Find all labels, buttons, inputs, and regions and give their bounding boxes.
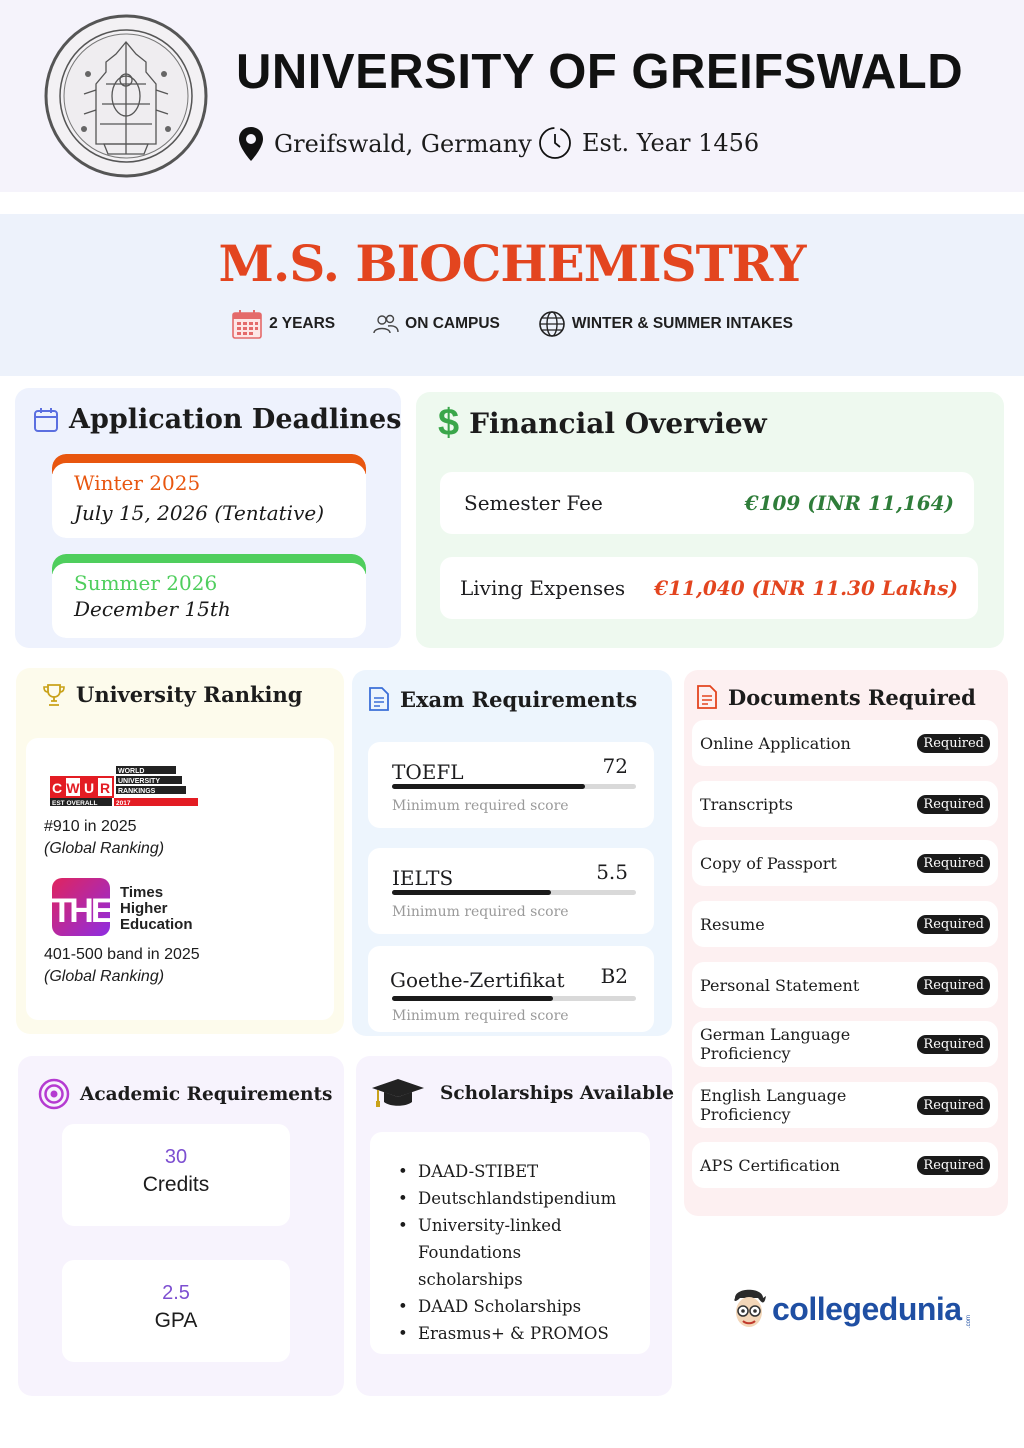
exams-title: Exam Requirements bbox=[368, 686, 637, 712]
bullet-icon: • bbox=[398, 1297, 408, 1316]
cwur-logo-line: WORLD bbox=[118, 768, 145, 775]
document-label: Online Application bbox=[700, 733, 851, 753]
course-chips bbox=[0, 308, 1024, 340]
ranking-card bbox=[16, 668, 344, 1034]
university-seal-icon bbox=[44, 14, 208, 178]
deadlines-card bbox=[15, 388, 401, 648]
academic-label: Credits bbox=[142, 1173, 210, 1196]
cwur-rank: #910 in 2025 (Global Ranking) bbox=[44, 818, 165, 857]
exam-ielts bbox=[368, 848, 654, 934]
student-mascot-icon bbox=[730, 1284, 768, 1334]
exam-score: 5.5 bbox=[596, 860, 628, 884]
document-label: Resume bbox=[700, 914, 765, 934]
scholarship-label: Deutschlandstipendium bbox=[418, 1189, 617, 1208]
fin-label: Living Expenses bbox=[460, 576, 626, 600]
exam-name: IELTS bbox=[392, 866, 454, 890]
scholarship-item bbox=[398, 1158, 618, 1185]
cwur-letter: C bbox=[51, 780, 63, 796]
clock-icon bbox=[538, 126, 572, 160]
academic-label: GPA bbox=[154, 1309, 198, 1332]
location bbox=[238, 126, 532, 162]
required-badge: Required bbox=[917, 915, 990, 934]
exam-name: Goethe-Zertifikat bbox=[390, 968, 565, 992]
duration-chip bbox=[231, 308, 335, 340]
document-item bbox=[692, 840, 998, 886]
academic-card bbox=[18, 1056, 344, 1396]
graduation-cap-icon bbox=[370, 1078, 426, 1108]
document-label: Personal Statement bbox=[700, 975, 860, 995]
academic-title: Academic Requirements bbox=[38, 1078, 332, 1110]
ranking-inner bbox=[26, 738, 334, 1020]
the-rank: 401-500 band in 2025 (Global Ranking) bbox=[44, 946, 200, 985]
required-badge: Required bbox=[917, 734, 990, 753]
document-label: Copy of Passport bbox=[700, 853, 837, 873]
required-badge: Required bbox=[917, 1156, 990, 1175]
scholarship-item bbox=[398, 1185, 618, 1212]
scholarships-list bbox=[398, 1158, 618, 1347]
the-logo bbox=[52, 878, 212, 938]
deadline-season: Summer 2026 bbox=[74, 571, 218, 595]
people-icon bbox=[373, 313, 399, 335]
exam-score-track bbox=[392, 996, 636, 1001]
scholarship-label: DAAD Scholarships bbox=[418, 1297, 582, 1316]
location-pin-icon bbox=[238, 126, 264, 162]
document-item bbox=[692, 781, 998, 827]
required-badge: Required bbox=[917, 1035, 990, 1054]
scholarships-list-box bbox=[370, 1132, 650, 1354]
the-logo-mark: THE bbox=[52, 892, 111, 930]
university-name: UNIVERSITY OF GREIFSWALD bbox=[236, 45, 964, 99]
document-item bbox=[692, 962, 998, 1008]
required-badge: Required bbox=[917, 1096, 990, 1115]
intake-chip bbox=[538, 308, 793, 340]
established bbox=[538, 126, 759, 160]
calendar-outline-icon bbox=[33, 407, 59, 433]
the-logo-line: Times bbox=[120, 884, 164, 901]
cwur-logo-line: UNIVERSITY bbox=[118, 778, 161, 785]
scholarships-title: Scholarships Available bbox=[370, 1078, 674, 1108]
cwur-letter: R bbox=[99, 780, 111, 796]
the-logo-line: Education bbox=[120, 916, 193, 933]
deadline-date: December 15th bbox=[74, 597, 231, 621]
document-icon bbox=[368, 686, 390, 712]
location-text: Greifswald, Germany bbox=[274, 130, 532, 158]
exam-toefl bbox=[368, 742, 654, 828]
academic-value: 2.5 bbox=[162, 1282, 190, 1304]
academic-value: 30 bbox=[164, 1146, 188, 1168]
document-item bbox=[692, 720, 998, 766]
cwur-logo bbox=[50, 766, 198, 806]
cwur-logo-line: 2017 bbox=[116, 800, 131, 806]
document-red-icon bbox=[696, 684, 718, 710]
course-title: M.S. BIOCHEMISTRY bbox=[218, 234, 806, 293]
bullet-icon: • bbox=[398, 1324, 408, 1343]
fin-label: Semester Fee bbox=[464, 491, 603, 515]
cwur-letter: W bbox=[66, 780, 80, 796]
exam-name: TOEFL bbox=[392, 760, 464, 784]
deadline-season: Winter 2025 bbox=[74, 471, 201, 495]
scholarship-item bbox=[398, 1212, 618, 1293]
exam-score-track bbox=[392, 890, 636, 895]
scholarship-item bbox=[398, 1293, 618, 1320]
financial-title: $ Financial Overview bbox=[438, 402, 767, 444]
established-text: Est. Year 1456 bbox=[582, 129, 760, 157]
cwur-logo-line: RANKINGS bbox=[118, 788, 156, 795]
collegedunia-logo bbox=[730, 1284, 972, 1334]
fin-value: €11,040 (INR 11.30 Lakhs) bbox=[654, 576, 958, 600]
ranking-title: University Ranking bbox=[42, 682, 303, 707]
fin-row-semester-fee bbox=[440, 472, 974, 534]
mode-label: ON CAMPUS bbox=[405, 315, 500, 332]
bullet-icon: • bbox=[398, 1216, 408, 1235]
academic-gpa bbox=[62, 1260, 290, 1362]
document-label: Transcripts bbox=[700, 794, 793, 814]
collegedunia-brand: collegedunia bbox=[772, 1290, 962, 1327]
course-band bbox=[0, 214, 1024, 376]
exam-hint: Minimum required score bbox=[392, 1008, 569, 1024]
exam-goethe bbox=[368, 946, 654, 1032]
documents-card bbox=[684, 670, 1008, 1216]
scholarships-card bbox=[356, 1056, 672, 1396]
document-label: APS Certification bbox=[700, 1155, 840, 1175]
intake-label: WINTER & SUMMER INTAKES bbox=[571, 315, 793, 332]
calendar-icon bbox=[231, 308, 263, 340]
exam-hint: Minimum required score bbox=[392, 798, 569, 814]
document-item bbox=[692, 1142, 998, 1188]
scholarship-item bbox=[398, 1320, 618, 1347]
scholarship-label: Erasmus+ & PROMOS bbox=[418, 1324, 609, 1343]
deadlines-title: Application Deadlines bbox=[33, 404, 401, 435]
exams-card bbox=[352, 670, 672, 1036]
required-badge: Required bbox=[917, 854, 990, 873]
exam-hint: Minimum required score bbox=[392, 904, 569, 920]
fin-row-living-expenses bbox=[440, 557, 978, 619]
exam-score-fill bbox=[392, 996, 553, 1001]
document-item bbox=[692, 1082, 998, 1128]
document-label: English Language Proficiency bbox=[700, 1086, 847, 1124]
exam-score: B2 bbox=[600, 964, 628, 988]
scholarship-label: DAAD-STIBET bbox=[418, 1162, 539, 1181]
globe-icon bbox=[538, 310, 566, 338]
document-item bbox=[692, 1021, 998, 1067]
bullet-icon: • bbox=[398, 1189, 408, 1208]
documents-title: Documents Required bbox=[696, 684, 976, 710]
duration-label: 2 YEARS bbox=[269, 315, 336, 332]
fin-value: €109 (INR 11,164) bbox=[744, 491, 954, 515]
deadline-summer bbox=[52, 554, 366, 638]
header bbox=[0, 0, 1024, 192]
exam-score-fill bbox=[392, 784, 585, 789]
exam-score-fill bbox=[392, 890, 551, 895]
collegedunia-suffix: .com bbox=[965, 1314, 972, 1328]
exam-score-track bbox=[392, 784, 636, 789]
cwur-letter: U bbox=[83, 780, 95, 796]
dollar-icon: $ bbox=[438, 402, 460, 444]
scholarship-label: University-linked Foundations scholarships bbox=[418, 1216, 562, 1289]
required-badge: Required bbox=[917, 976, 990, 995]
deadline-date: July 15, 2026 (Tentative) bbox=[74, 501, 325, 525]
cwur-logo-line: EST OVERALL bbox=[52, 800, 98, 806]
deadline-winter bbox=[52, 454, 366, 538]
the-logo-line: Higher bbox=[120, 900, 168, 917]
target-icon bbox=[38, 1078, 70, 1110]
document-label: German Language Proficiency bbox=[700, 1025, 851, 1063]
mode-chip bbox=[373, 308, 500, 340]
academic-credits bbox=[62, 1124, 290, 1226]
exam-score: 72 bbox=[602, 754, 628, 778]
trophy-icon bbox=[42, 683, 66, 707]
document-item bbox=[692, 901, 998, 947]
bullet-icon: • bbox=[398, 1162, 408, 1181]
financial-card bbox=[416, 392, 1004, 648]
required-badge: Required bbox=[917, 795, 990, 814]
